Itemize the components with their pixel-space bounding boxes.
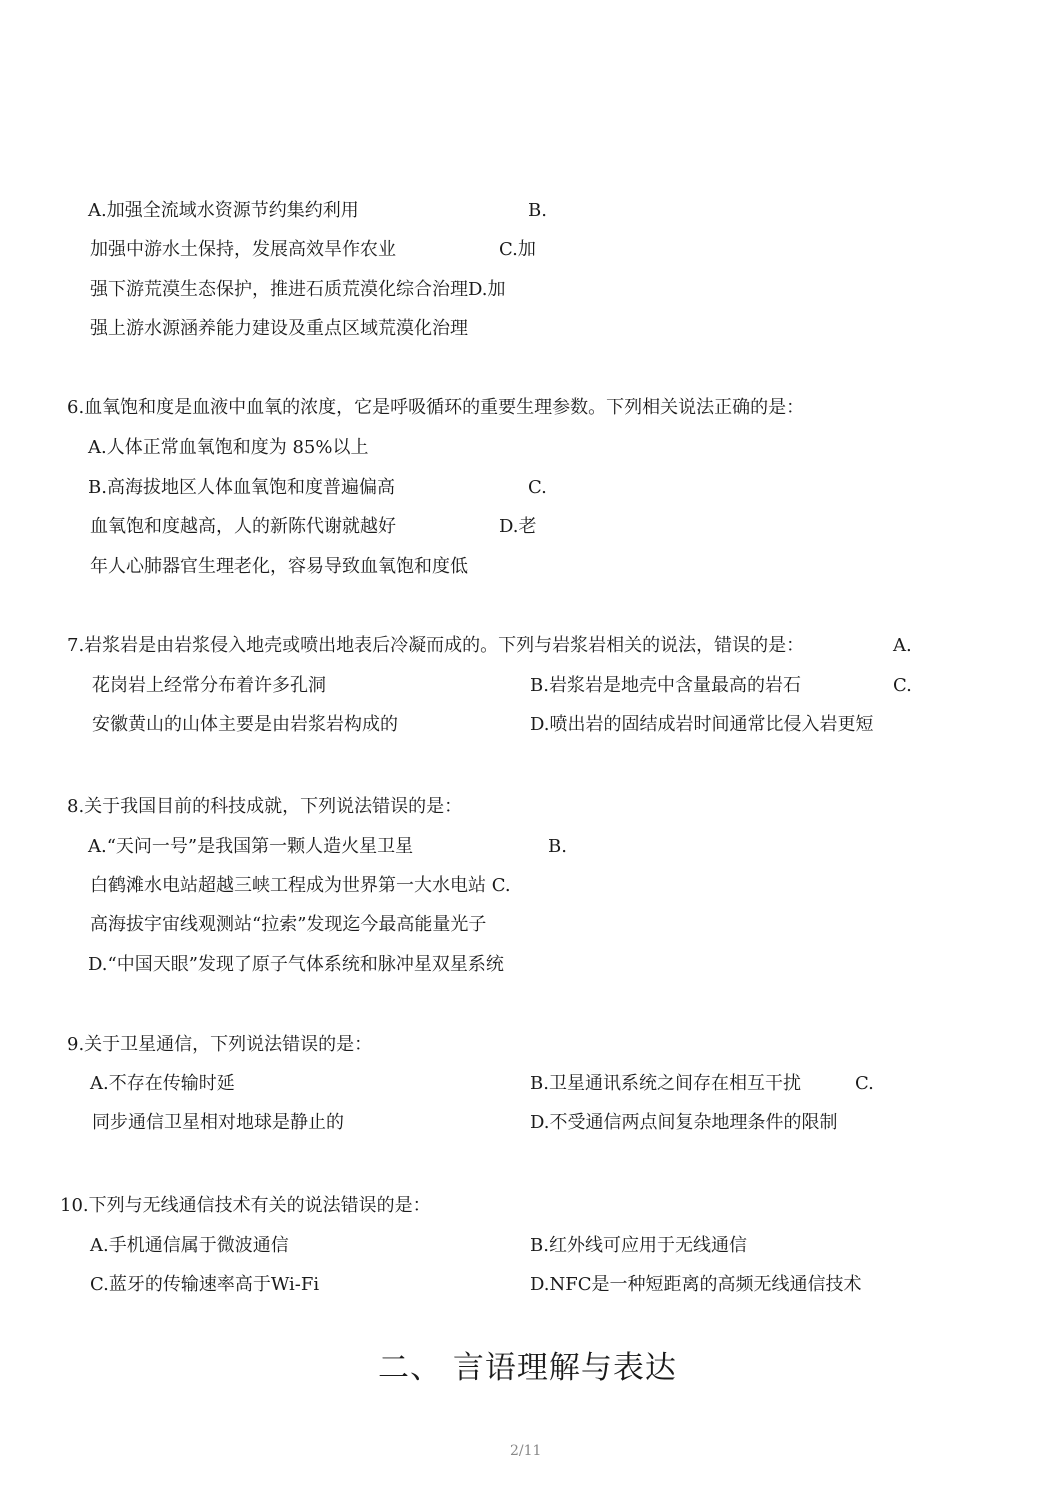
q8-option-b-text: 白鹤滩水电站超越三峡工程成为世界第一大水电站 C.: [90, 875, 511, 896]
q9-option-a: A.不存在传输时延: [90, 1073, 235, 1094]
q7-option-b: B.岩浆岩是地壳中含量最高的岩石: [530, 675, 801, 696]
q9-option-c-text: 同步通信卫星相对地球是静止的: [92, 1112, 344, 1133]
q6-option-c-text: 血氧饱和度越高，人的新陈代谢就越好: [90, 516, 396, 537]
q6-stem: 6.血氧饱和度是血液中血氧的浓度，它是呼吸循环的重要生理参数。下列相关说法正确的是：: [67, 397, 805, 418]
q10-option-b: B.红外线可应用于无线通信: [530, 1235, 747, 1256]
q5-option-b-text: 加强中游水土保持，发展高效旱作农业: [90, 239, 396, 260]
q5-option-d-text: 强上游水源涵养能力建设及重点区域荒漠化治理: [90, 318, 468, 339]
q6-option-d-label: D.老: [499, 516, 537, 537]
q7-option-a-label: A.: [893, 635, 912, 656]
q7-option-c-text: 安徽黄山的山体主要是由岩浆岩构成的: [92, 714, 398, 735]
q8-option-a: A.“天问一号”是我国第一颗人造火星卫星: [88, 836, 414, 857]
q5-option-c-label: C.加: [499, 239, 536, 260]
q10-option-c: C.蓝牙的传输速率高于Wi-Fi: [90, 1274, 320, 1295]
q8-option-b-label: B.: [548, 836, 567, 857]
q7-option-a-text: 花岗岩上经常分布着许多孔洞: [92, 675, 326, 696]
section-title: 二、 言语理解与表达: [378, 1350, 677, 1386]
q8-option-d: D.“中国天眼”发现了原子气体系统和脉冲星双星系统: [88, 954, 504, 975]
q6-option-d-text: 年人心肺器官生理老化，容易导致血氧饱和度低: [90, 556, 468, 577]
q7-option-d: D.喷出岩的固结成岩时间通常比侵入岩更短: [530, 714, 874, 735]
q7-option-c-label: C.: [893, 675, 912, 696]
q6-option-b: B.高海拔地区人体血氧饱和度普遍偏高: [88, 477, 395, 498]
page-number: 2/11: [510, 1443, 542, 1459]
q8-stem: 8.关于我国目前的科技成就，下列说法错误的是：: [67, 796, 463, 817]
q8-option-c-text: 高海拔宇宙线观测站“拉索”发现迄今最高能量光子: [90, 914, 487, 935]
q9-option-d: D.不受通信两点间复杂地理条件的限制: [530, 1112, 838, 1133]
q6-option-c-label: C.: [528, 477, 547, 498]
q9-option-c-label: C.: [855, 1073, 874, 1094]
q10-option-d: D.NFC是一种短距离的高频无线通信技术: [530, 1274, 862, 1295]
q5-option-a: A.加强全流域水资源节约集约利用: [88, 200, 359, 221]
q10-option-a: A.手机通信属于微波通信: [90, 1235, 289, 1256]
q9-option-b: B.卫星通讯系统之间存在相互干扰: [530, 1073, 801, 1094]
q5-option-b-label: B.: [528, 200, 547, 221]
q10-stem: 10.下列与无线通信技术有关的说法错误的是：: [60, 1195, 431, 1216]
q9-stem: 9.关于卫星通信，下列说法错误的是：: [67, 1034, 373, 1055]
q5-option-c-text: 强下游荒漠生态保护，推进石质荒漠化综合治理D.加: [90, 279, 506, 300]
q6-option-a: A.人体正常血氧饱和度为 85%以上: [88, 437, 369, 458]
q7-stem: 7.岩浆岩是由岩浆侵入地壳或喷出地表后冷凝而成的。下列与岩浆岩相关的说法，错误的是：: [67, 635, 805, 656]
